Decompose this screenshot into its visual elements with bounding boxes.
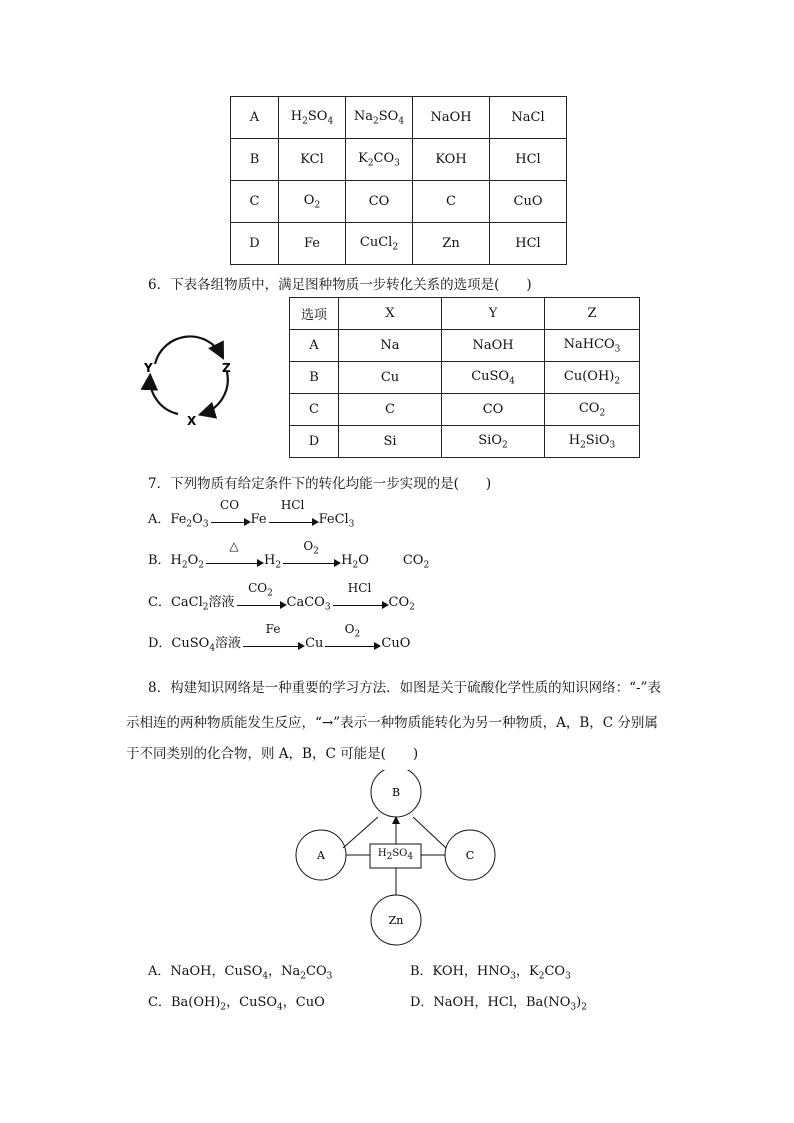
table-row — [231, 97, 567, 139]
cycle-label-y: Y — [144, 361, 153, 375]
table-cell: NaOH — [442, 330, 545, 362]
option-letter-cell: D — [231, 223, 279, 265]
table-cell: $CO_2$ — [545, 394, 640, 426]
table-cell: C — [290, 394, 339, 426]
table-row — [231, 139, 567, 181]
link-a-b — [343, 817, 378, 848]
node-h2so4-label: $H_2SO_4$ — [377, 848, 414, 862]
table-row — [290, 394, 640, 426]
table-cell: CuSO$_4$ — [442, 362, 545, 394]
conversion-cycle-diagram — [140, 332, 240, 432]
table-header-row — [290, 298, 640, 330]
reaction-arrow: $CO_2$ — [235, 595, 287, 610]
table-cell: A — [290, 330, 339, 362]
table-cell: CuCl$_2$ — [346, 223, 413, 265]
q8-option-d[interactable]: D．NaOH，HCl，$Ba(NO_3)_2$ — [410, 995, 587, 1013]
table-cell: $O_2$ — [279, 181, 346, 223]
table-cell: C — [339, 394, 442, 426]
q8-option-c[interactable]: C．$Ba(OH)_2$，CuSO$_4$，CuO — [148, 995, 325, 1013]
column-header: Y — [442, 298, 545, 330]
table-row — [231, 223, 567, 265]
table-cell: NaOH — [413, 97, 490, 139]
table-cell: Cu — [339, 362, 442, 394]
table-cell: KCl — [279, 139, 346, 181]
node-zn-label: Zn — [388, 914, 404, 927]
table-cell: HCl — [490, 139, 567, 181]
table-row — [290, 362, 640, 394]
arrow-x-to-y — [150, 377, 178, 414]
arrow-z-to-x — [202, 372, 228, 414]
q7-option-b[interactable]: B．$H_2O_2$ △ $H_2$ $O_2$ $H_2O$ $CO_2$ — [148, 539, 430, 571]
question-8-line-2: 示相连的两种物质能发生反应，“→”表示一种物质能转化为另一种物质，A，B，C 分别属 — [126, 715, 658, 731]
table-cell: HCl — [490, 223, 567, 265]
table-cell: D — [290, 426, 339, 458]
table-row — [290, 426, 640, 458]
question-6-stem: 6．下表各组物质中，满足图种物质一步转化关系的选项是( ) — [148, 277, 532, 293]
reaction-arrow: $O_2$ — [323, 636, 381, 651]
reaction-arrow: HCl — [331, 595, 389, 610]
table-cell: Fe — [279, 223, 346, 265]
table-cell: CuO — [490, 181, 567, 223]
reaction-arrow: Fe — [241, 636, 305, 651]
table-cell: B — [290, 362, 339, 394]
table-cell: C — [413, 181, 490, 223]
option-letter-cell: C — [231, 181, 279, 223]
q8-option-a[interactable]: A．NaOH，CuSO$_4$，$Na_2CO_3$ — [148, 964, 333, 982]
column-header: X — [339, 298, 442, 330]
table-cell: $Cu(OH)_2$ — [545, 362, 640, 394]
column-header: Z — [545, 298, 640, 330]
q8-option-b[interactable]: B．KOH，$HNO_3$，$K_2CO_3$ — [410, 964, 571, 982]
table-row — [290, 330, 640, 362]
q7-option-a[interactable]: A．$Fe_2O_3$ CO Fe HCl FeCl$_3$ — [148, 498, 355, 530]
options-table-q5 — [230, 96, 567, 265]
table-cell: NaHCO$_3$ — [545, 330, 640, 362]
table-cell: Zn — [413, 223, 490, 265]
node-a-label: A — [317, 849, 325, 862]
table-cell: CO — [346, 181, 413, 223]
column-header: 选项 — [290, 298, 339, 330]
question-7-stem: 7．下列物质有给定条件下的转化均能一步实现的是( ) — [148, 476, 492, 492]
node-b-label: B — [391, 786, 401, 799]
cycle-label-z: Z — [222, 361, 231, 375]
table-cell: CO — [442, 394, 545, 426]
question-8-line-3: 于不同类别的化合物，则 A，B，C 可能是( ) — [126, 746, 419, 762]
link-c-b — [413, 817, 446, 848]
reaction-arrow: △ — [204, 553, 264, 568]
arrow-y-to-z — [155, 336, 222, 364]
table-cell: $H_2SiO_3$ — [545, 426, 640, 458]
table-row — [231, 181, 567, 223]
option-letter-cell: A — [231, 97, 279, 139]
q7-option-d[interactable]: D．CuSO$_4$溶液 Fe Cu $O_2$ CuO — [148, 622, 411, 654]
reaction-arrow: CO — [209, 512, 251, 527]
table-cell: $Na_2SO_4$ — [346, 97, 413, 139]
table-cell: SiO$_2$ — [442, 426, 545, 458]
question-8-line-1: 8．构建知识网络是一种重要的学习方法．如图是关于硫酸化学性质的知识网络：“-”表 — [148, 680, 661, 696]
options-table-q6 — [289, 297, 640, 458]
option-letter-cell: B — [231, 139, 279, 181]
table-cell: NaCl — [490, 97, 567, 139]
table-cell: $K_2CO_3$ — [346, 139, 413, 181]
reaction-arrow: HCl — [267, 512, 319, 527]
table-cell: $H_2SO_4$ — [279, 97, 346, 139]
table-cell: Na — [339, 330, 442, 362]
q7-option-c[interactable]: C．CaCl$_2$溶液 $CO_2$ CaCO$_3$ HCl $CO_2$ — [148, 581, 415, 613]
table-cell: KOH — [413, 139, 490, 181]
table-cell: Si — [339, 426, 442, 458]
cycle-label-x: X — [187, 414, 197, 428]
node-c-label: C — [465, 849, 475, 862]
reaction-arrow: $O_2$ — [281, 553, 341, 568]
